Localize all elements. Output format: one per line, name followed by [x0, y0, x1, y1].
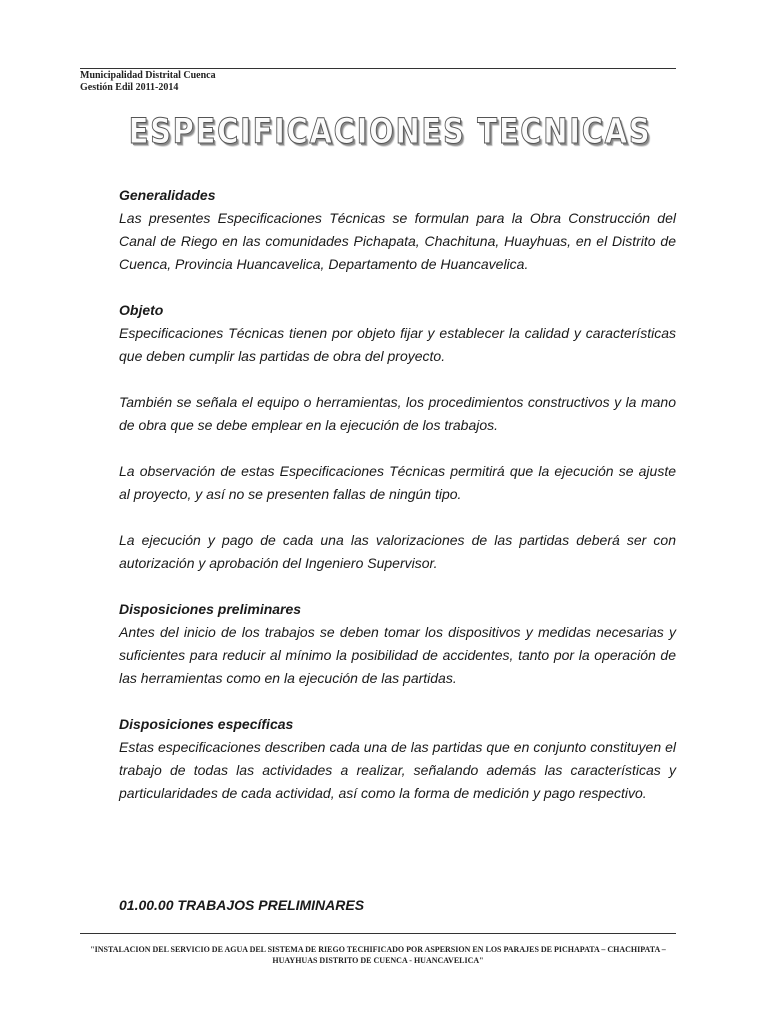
header-rule — [80, 68, 676, 69]
header-municipality: Municipalidad Distrital Cuenca — [80, 70, 216, 81]
document-header — [80, 70, 216, 94]
heading-trabajos-preliminares: 01.00.00 TRABAJOS PRELIMINARES — [119, 897, 365, 913]
footer-rule — [80, 933, 676, 934]
document-body — [119, 184, 676, 805]
heading-objeto: Objeto — [119, 302, 164, 318]
paragraph-disposiciones-preliminares: Antes del inicio de los trabajos se deben tomar los dispositivos y medidas necesarias y suficientes para reducir al mínimo la posibilidad de accidentes, tanto por la operación de las herramientas como en la ejecución de las partidas. — [119, 624, 676, 686]
paragraph-objeto-3: La observación de estas Especificaciones Técnicas permitirá que la ejecución se ajuste al proyecto, y así no se presenten fallas de ningún tipo. — [119, 463, 676, 502]
paragraph-disposiciones-especificas: Estas especificaciones describen cada una de las partidas que en conjunto constituyen el trabajo de todas las actividades a realizar, señalando además las características y particularidades de cada actividad, así como la forma de medición y pago respectivo. — [119, 739, 676, 801]
paragraph-objeto-2: También se señala el equipo o herramientas, los procedimientos constructivos y la mano de obra que se debe emplear en la ejecución de los trabajos. — [119, 394, 676, 433]
document-footer — [80, 944, 676, 966]
heading-disposiciones-especificas: Disposiciones específicas — [119, 716, 294, 732]
paragraph-objeto-4: La ejecución y pago de cada una las valorizaciones de las partidas deberá ser con autorización y aprobación del Ingeniero Supervisor. — [119, 532, 676, 571]
paragraph-generalidades: Las presentes Especificaciones Técnicas se formulan para la Obra Construcción del Canal de Riego en las comunidades Pichapata, Chachituna, Huayhuas, en el Distrito de Cuenca, Provincia Huancavelica, Departamento de Huancavelica. — [119, 210, 676, 272]
footer-line-1: "INSTALACION DEL SERVICIO DE AGUA DEL SISTEMA DE RIEGO TECHIFICADO POR ASPERSION EN LOS PARAJES DE PICHAPATA – CHACHIPATA – — [90, 945, 666, 954]
heading-disposiciones-preliminares: Disposiciones preliminares — [119, 601, 302, 617]
footer-line-2: HUAYHUAS DISTRITO DE CUENCA - HUANCAVELICA" — [272, 956, 484, 965]
header-term: Gestión Edil 2011-2014 — [80, 82, 179, 93]
paragraph-objeto-1: Especificaciones Técnicas tienen por objeto fijar y establecer la calidad y características que deben cumplir las partidas de obra del proyecto. — [119, 325, 676, 364]
page-title: ESPECIFICACIONES TECNICAS — [128, 112, 652, 152]
heading-generalidades: Generalidades — [119, 187, 216, 203]
